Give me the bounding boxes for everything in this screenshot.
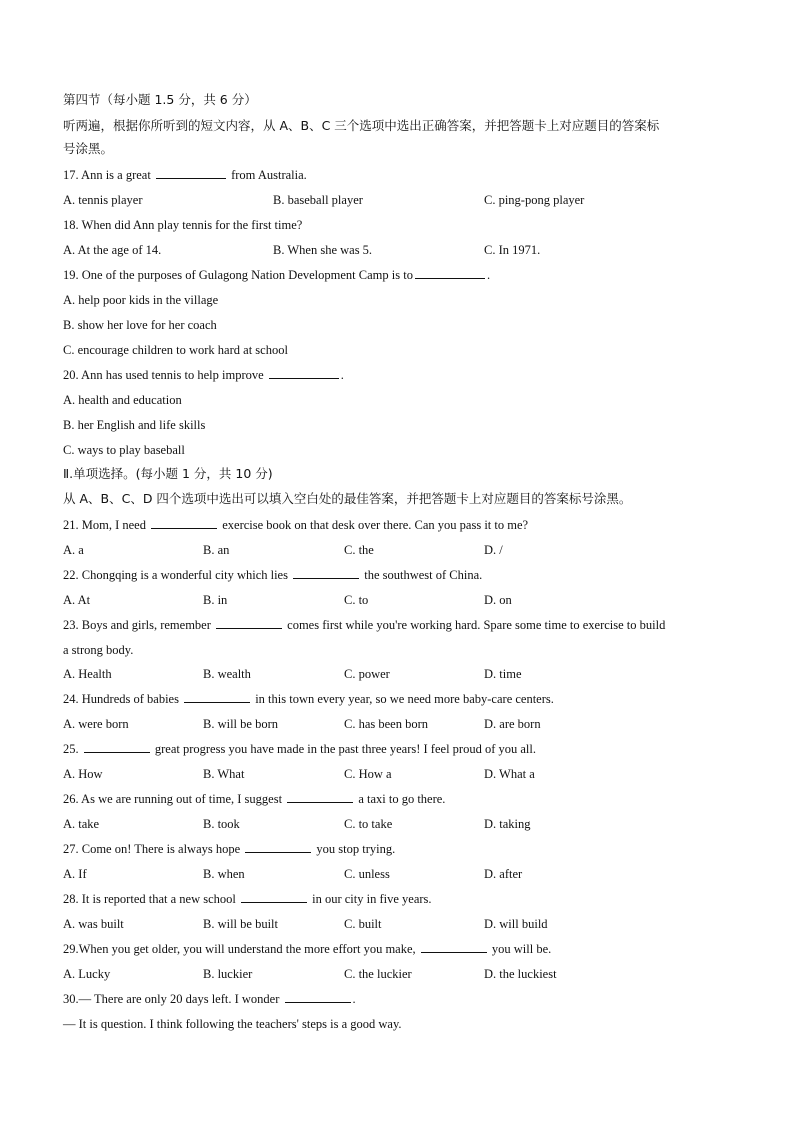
q29-option-d: D. the luckiest [484, 967, 557, 981]
q28-option-b: B. will be built [203, 917, 278, 931]
q22-option-c: C. to [344, 593, 369, 607]
question-21 [63, 517, 528, 533]
question-24 [63, 691, 554, 707]
section4-instruction-line2: 号涂黑。 [63, 141, 114, 156]
q17-option-c: C. ping-pong player [484, 193, 585, 207]
q28-option-d: D. will build [484, 917, 548, 931]
q19-stem-end: . [486, 268, 491, 282]
q26-option-a: A. take [63, 817, 100, 831]
question-23 [63, 617, 665, 633]
q18-stem: 18. When did Ann play tennis for the first time? [63, 218, 303, 232]
q29-option-a: A. Lucky [63, 967, 111, 981]
q26-stem-end: a taxi to go there. [358, 792, 446, 806]
q28-stem: 28. It is reported that a new school [63, 892, 236, 906]
q25-option-b: B. What [203, 767, 245, 781]
q18-option-b: B. When she was 5. [273, 243, 373, 257]
question-17 [63, 167, 307, 183]
question-26 [63, 791, 445, 807]
q27-option-c: C. unless [344, 867, 390, 881]
q22-blank[interactable] [293, 567, 359, 579]
question-29 [63, 941, 551, 957]
q21-option-c: C. the [344, 543, 374, 557]
q30-blank[interactable] [285, 991, 351, 1003]
q22-stem-end: the southwest of China. [364, 568, 483, 582]
q27-stem-end: you stop trying. [316, 842, 396, 856]
question-28 [63, 891, 432, 907]
q28-blank[interactable] [241, 891, 307, 903]
q21-stem: 21. Mom, I need [63, 518, 146, 532]
q18-option-c: C. In 1971. [484, 243, 541, 257]
q29-stem-end: you will be. [491, 942, 552, 956]
q28-option-c: C. built [344, 917, 382, 931]
q26-option-b: B. took [203, 817, 240, 831]
q17-option-a: A. tennis player [63, 193, 143, 207]
q30-reply: — It is question. I think following the teachers' steps is a good way. [63, 1017, 402, 1031]
q28-stem-end: in our city in five years. [312, 892, 432, 906]
q17-stem-end: from Australia. [231, 168, 307, 182]
q29-stem: 29.When you get older, you will understand the more effort you make, [63, 942, 416, 956]
q25-blank[interactable] [84, 741, 150, 753]
q20-option-b: B. her English and life skills [63, 418, 206, 432]
q20-option-c: C. ways to play baseball [63, 443, 185, 457]
q23-option-b: B. wealth [203, 667, 251, 681]
q23-blank[interactable] [216, 617, 282, 629]
q25-option-a: A. How [63, 767, 103, 781]
q24-blank[interactable] [184, 691, 250, 703]
q27-stem: 27. Come on! There is always hope [63, 842, 241, 856]
q26-stem: 26. As we are running out of time, I suggest [63, 792, 283, 806]
q29-blank[interactable] [421, 941, 487, 953]
question-19 [63, 267, 490, 283]
q20-stem-end: . [340, 368, 344, 382]
q19-blank[interactable] [415, 267, 485, 279]
q23-option-c: C. power [344, 667, 390, 681]
section2-instruction: 从 A、B、C、D 四个选项中选出可以填入空白处的最佳答案，并把答题卡上对应题目的答案标号涂黑。 [63, 491, 632, 506]
q20-blank[interactable] [269, 367, 339, 379]
q22-option-b: B. in [203, 593, 228, 607]
q25-option-c: C. How a [344, 767, 392, 781]
q26-option-d: D. taking [484, 817, 531, 831]
q20-option-a: A. health and education [63, 393, 182, 407]
section2-heading: Ⅱ.单项选择。(每小题 1 分，共 10 分) [63, 466, 273, 481]
q21-option-d: D. / [484, 543, 503, 557]
section4-heading: 第四节（每小题 1.5 分，共 6 分） [63, 92, 257, 107]
q29-option-b: B. luckier [203, 967, 253, 981]
q27-blank[interactable] [245, 841, 311, 853]
q21-stem-end: exercise book on that desk over there. Can you pass it to me? [222, 518, 529, 532]
q19-option-c: C. encourage children to work hard at school [63, 343, 288, 357]
q27-option-d: D. after [484, 867, 523, 881]
q23-option-d: D. time [484, 667, 522, 681]
q17-blank[interactable] [156, 167, 226, 179]
q24-stem-end: in this town every year, so we need more baby-care centers. [255, 692, 554, 706]
q27-option-a: A. If [63, 867, 87, 881]
q20-stem: 20. Ann has used tennis to help improve [63, 368, 264, 382]
q30-stem: 30.— There are only 20 days left. I wonder [63, 992, 280, 1006]
q21-option-a: A. a [63, 543, 84, 557]
question-20 [63, 367, 344, 383]
q22-stem: 22. Chongqing is a wonderful city which lies [63, 568, 288, 582]
q24-option-d: D. are born [484, 717, 541, 731]
q22-option-a: A. At [63, 593, 91, 607]
q24-stem: 24. Hundreds of babies [63, 692, 179, 706]
q24-option-a: A. were born [63, 717, 129, 731]
section4-instruction-line1: 听两遍，根据你所听到的短文内容，从 A、B、C 三个选项中选出正确答案，并把答题卡上对应题目的答案标 [63, 118, 660, 133]
q24-option-c: C. has been born [344, 717, 429, 731]
q25-stem-end: great progress you have made in the past three years! I feel proud of you all. [154, 742, 536, 756]
q19-option-a: A. help poor kids in the village [63, 293, 219, 307]
q23-option-a: A. Health [63, 667, 112, 681]
question-22 [63, 567, 482, 583]
q18-option-a: A. At the age of 14. [63, 243, 162, 257]
q25-option-d: D. What a [484, 767, 535, 781]
q23-stem-continued: a strong body. [63, 643, 134, 657]
question-25 [63, 741, 536, 757]
question-30 [63, 991, 356, 1007]
q29-option-c: C. the luckier [344, 967, 412, 981]
question-27 [63, 841, 395, 857]
q26-option-c: C. to take [344, 817, 393, 831]
q25-stem: 25. [63, 742, 79, 756]
q24-option-b: B. will be born [203, 717, 278, 731]
q22-option-d: D. on [484, 593, 512, 607]
q21-option-b: B. an [203, 543, 230, 557]
q21-blank[interactable] [151, 517, 217, 529]
q19-option-b: B. show her love for her coach [63, 318, 217, 332]
q30-stem-end: . [352, 992, 356, 1006]
q19-stem: 19. One of the purposes of Gulagong Nation Development Camp is to [63, 268, 413, 282]
q17-option-b: B. baseball player [273, 193, 363, 207]
q27-option-b: B. when [203, 867, 245, 881]
q17-stem: 17. Ann is a great [63, 168, 151, 182]
q23-stem-end: comes first while you're working hard. Spare some time to exercise to build [287, 618, 666, 632]
q28-option-a: A. was built [63, 917, 124, 931]
q26-blank[interactable] [287, 791, 353, 803]
q23-stem: 23. Boys and girls, remember [63, 618, 211, 632]
